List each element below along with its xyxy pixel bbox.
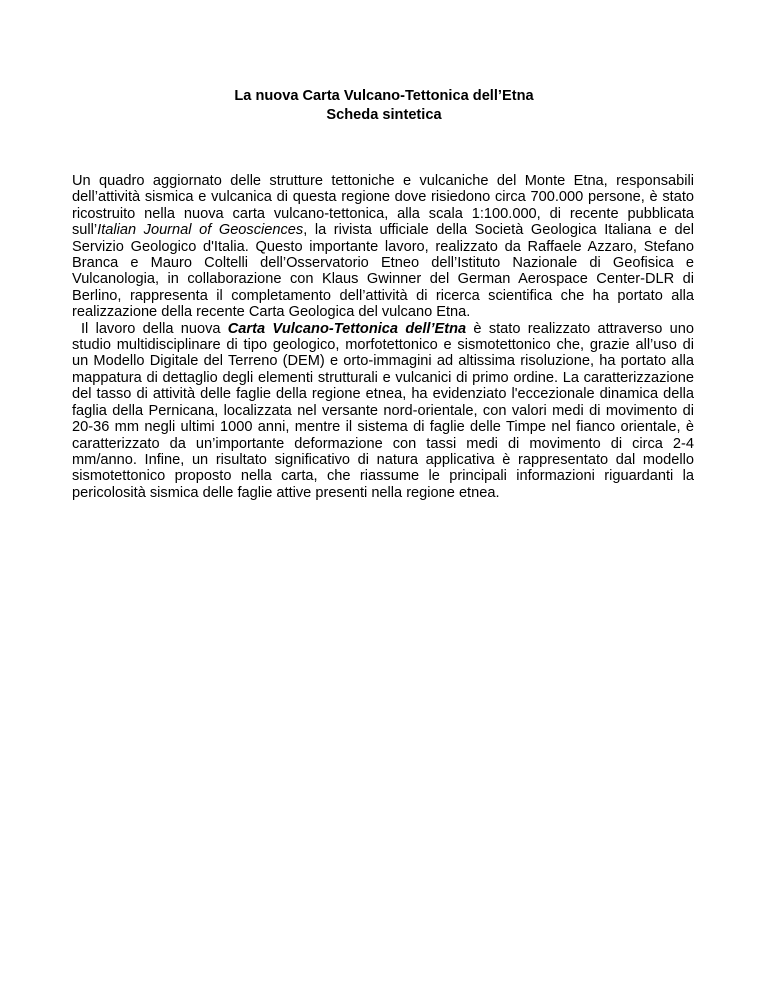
- paragraph-2: [72, 321, 694, 501]
- body-text: [72, 173, 694, 501]
- title-block: [0, 87, 768, 125]
- paragraph-1-text-a: Un quadro aggiornato delle strutture tettoniche e vulcaniche del Monte Etna, responsabili dell’attività sismica e vulcanica di questa regione dove risiedono circa 700.000 persone, è stato ricostruito nella nuova carta vulcano-tettonica, alla scala 1:100.000, di recente pubblicata sull’: [72, 173, 694, 239]
- paragraph-2-text-a: Il lavoro della nuova: [81, 320, 228, 337]
- paragraph-1: [72, 173, 694, 321]
- document-subtitle: Scheda sintetica: [326, 107, 442, 123]
- paragraph-1-text-b: , la rivista ufficiale della Società Geologica Italiana e del Servizio Geologico d'Italia. Questo importante lavoro, realizzato da Raffaele Azzaro, Stefano Branca e Mauro Coltelli dell’Osservatorio Etneo dell’Istituto Nazionale di Geofisica e Vulcanologia, in collaborazione con Klaus Gwinner del German Aerospace Center-DLR di Berlino, rappresenta il completamento dell’attività di ricerca scientifica che ha portato alla realizzazione della recente Carta Geologica del vulcano Etna.: [72, 222, 695, 321]
- map-name: Carta Vulcano-Tettonica dell’Etna: [227, 320, 467, 337]
- document-title: La nuova Carta Vulcano-Tettonica dell’Etna: [234, 88, 534, 104]
- journal-name: Italian Journal of Geosciences: [97, 222, 304, 239]
- paragraph-2-text-b: è stato realizzato attraverso uno studio multidisciplinare di tipo geologico, morfotettonico e sismotettonico che, grazie all’uso di un Modello Digitale del Terreno (DEM) e orto-immagini ad altissima risoluzione, ha portato alla mappatura di dettaglio degli elementi strutturali e vulcanici di primo ordine. La caratterizzazione del tasso di attività delle faglie della regione etnea, ha evidenziato l'eccezionale dinamica della faglia della Pernicana, localizzata nel versante nord-orientale, con valori medi di movimento di 20-36 mm negli ultimi 1000 anni, mentre il sistema di faglie delle Timpe nel fianco orientale, è caratterizzato da un’importante deformazione con tassi medi di movimento di circa 2-4 mm/anno. Infine, un risultato significativo di natura applicativa è rappresentato dal modello sismotettonico proposto nella carta, che riassume le principali informazioni riguardanti la pericolosità sismica delle faglie attive presenti nella regione etnea.: [72, 320, 694, 501]
